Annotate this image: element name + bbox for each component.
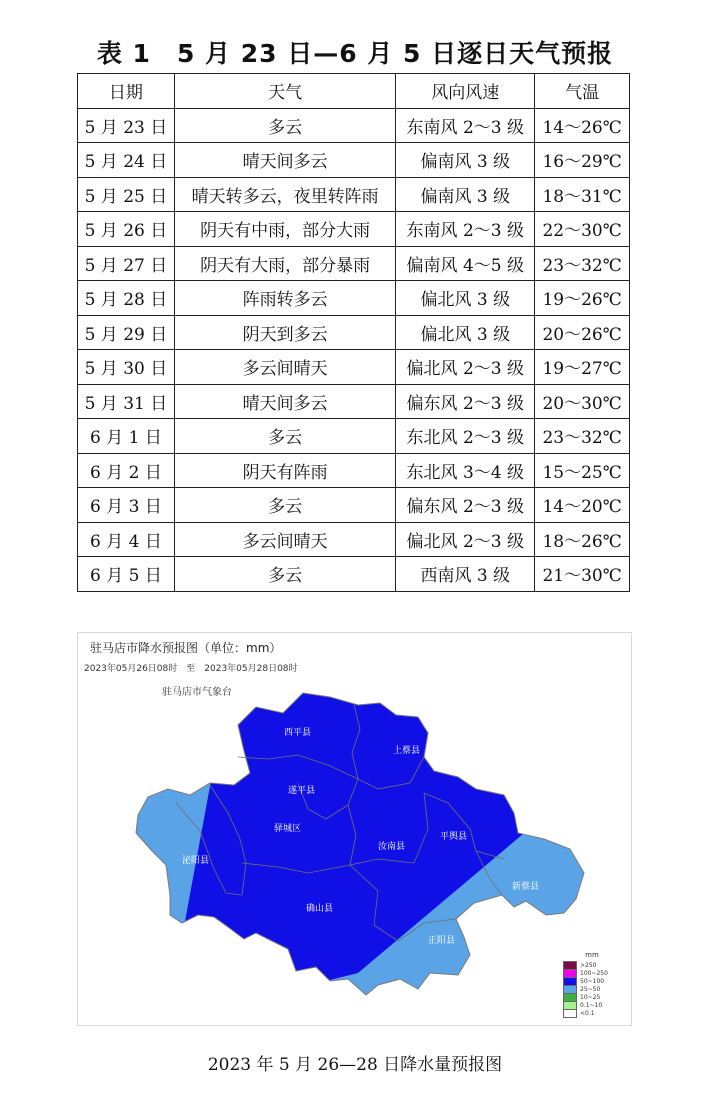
weather-cell: 阴天有阵雨 [174, 453, 396, 488]
table-row [78, 557, 630, 592]
wind-cell: 偏南风 4～5 级 [396, 246, 535, 281]
table-header-row [78, 74, 630, 109]
header-date: 日期 [78, 74, 175, 109]
temperature-cell: 18～26℃ [535, 522, 630, 557]
county-label-zhengyang: 正阳县 [428, 936, 456, 946]
map-legend [563, 951, 621, 1017]
wind-cell: 东南风 2～3 级 [396, 108, 535, 143]
weather-cell: 阵雨转多云 [174, 281, 396, 316]
table-row [78, 315, 630, 350]
legend-label: >250 [580, 961, 597, 969]
date-cell: 5 月 23 日 [78, 108, 175, 143]
date-cell: 5 月 24 日 [78, 143, 175, 178]
legend-items [563, 961, 621, 1017]
temperature-cell: 14～26℃ [535, 108, 630, 143]
date-cell: 6 月 1 日 [78, 419, 175, 454]
legend-unit: mm [585, 951, 599, 959]
temperature-cell: 22～30℃ [535, 212, 630, 247]
legend-label: 0.1~10 [580, 1001, 603, 1009]
table-header [78, 74, 630, 109]
date-cell: 5 月 30 日 [78, 350, 175, 385]
wind-cell: 西南风 3 级 [396, 557, 535, 592]
weather-cell: 晴天转多云，夜里转阵雨 [174, 177, 396, 212]
table-row [78, 384, 630, 419]
legend-label: 25~50 [580, 985, 601, 993]
wind-cell: 偏东风 2～3 级 [396, 384, 535, 419]
date-cell: 5 月 31 日 [78, 384, 175, 419]
header-temperature: 气温 [535, 74, 630, 109]
date-cell: 6 月 5 日 [78, 557, 175, 592]
wind-cell: 东北风 3～4 级 [396, 453, 535, 488]
temperature-cell: 23～32℃ [535, 419, 630, 454]
date-cell: 6 月 4 日 [78, 522, 175, 557]
header-weather: 天气 [174, 74, 396, 109]
weather-cell: 多云 [174, 419, 396, 454]
legend-label: 50~100 [580, 977, 605, 985]
map-issuer: 驻马店市气象台 [162, 687, 232, 698]
map-title: 驻马店市降水预报图（单位：mm） [90, 641, 282, 655]
date-cell: 5 月 26 日 [78, 212, 175, 247]
weather-forecast-table [77, 73, 630, 592]
legend-label: <0.1 [580, 1009, 595, 1017]
county-label-biyang: 泌阳县 [182, 856, 210, 866]
temperature-cell: 21～30℃ [535, 557, 630, 592]
wind-cell: 偏北风 2～3 级 [396, 522, 535, 557]
map-time-range: 2023年05月26日08时 至 2023年05月28日08时 [84, 664, 298, 674]
county-label-suiping: 遂平县 [288, 786, 316, 796]
temperature-cell: 23～32℃ [535, 246, 630, 281]
county-label-yicheng: 驿城区 [274, 824, 302, 834]
header-wind: 风向风速 [396, 74, 535, 109]
map-caption: 2023 年 5 月 26—28 日降水量预报图 [207, 1055, 503, 1075]
weather-cell: 阴天有中雨，部分大雨 [174, 212, 396, 247]
county-label-xincai: 新蔡县 [512, 882, 540, 892]
weather-cell: 多云间晴天 [174, 522, 396, 557]
weather-cell: 晴天间多云 [174, 143, 396, 178]
weather-cell: 多云 [174, 488, 396, 523]
table-title: 表 1 5 月 23 日—6 月 5 日逐日天气预报 [96, 39, 614, 68]
weather-cell: 多云间晴天 [174, 350, 396, 385]
wind-cell: 偏北风 2～3 级 [396, 350, 535, 385]
temperature-cell: 15～25℃ [535, 453, 630, 488]
weather-cell: 阴天到多云 [174, 315, 396, 350]
date-cell: 5 月 29 日 [78, 315, 175, 350]
temperature-cell: 20～26℃ [535, 315, 630, 350]
county-label-queshan: 确山县 [306, 904, 334, 914]
legend-label: 10~25 [580, 993, 601, 1001]
table-row [78, 143, 630, 178]
weather-cell: 晴天间多云 [174, 384, 396, 419]
wind-cell: 偏北风 3 级 [396, 281, 535, 316]
temperature-cell: 19～27℃ [535, 350, 630, 385]
wind-cell: 偏南风 3 级 [396, 143, 535, 178]
weather-cell: 多云 [174, 557, 396, 592]
county-label-pingyu: 平舆县 [440, 832, 468, 842]
date-cell: 5 月 25 日 [78, 177, 175, 212]
wind-cell: 偏南风 3 级 [396, 177, 535, 212]
county-label-shangcai: 上蔡县 [393, 746, 421, 756]
table-row [78, 281, 630, 316]
date-cell: 6 月 3 日 [78, 488, 175, 523]
wind-cell: 东北风 2～3 级 [396, 419, 535, 454]
table-row [78, 522, 630, 557]
table-row [78, 419, 630, 454]
county-label-runan: 汝南县 [378, 842, 406, 852]
table-row [78, 246, 630, 281]
temperature-cell: 18～31℃ [535, 177, 630, 212]
date-cell: 5 月 27 日 [78, 246, 175, 281]
table-body [78, 108, 630, 591]
wind-cell: 偏东风 2～3 级 [396, 488, 535, 523]
temperature-cell: 14～20℃ [535, 488, 630, 523]
precipitation-map [77, 632, 632, 1026]
table-row [78, 108, 630, 143]
temperature-cell: 16～29℃ [535, 143, 630, 178]
heavy-rain-zone [168, 673, 548, 1013]
date-cell: 5 月 28 日 [78, 281, 175, 316]
wind-cell: 偏北风 3 级 [396, 315, 535, 350]
table-row [78, 177, 630, 212]
table-row [78, 488, 630, 523]
table-row [78, 212, 630, 247]
table-row [78, 453, 630, 488]
legend-swatch [563, 1009, 577, 1018]
weather-cell: 多云 [174, 108, 396, 143]
temperature-cell: 20～30℃ [535, 384, 630, 419]
county-label-xiping: 西平县 [284, 728, 312, 738]
wind-cell: 东南风 2～3 级 [396, 212, 535, 247]
weather-cell: 阴天有大雨，部分暴雨 [174, 246, 396, 281]
map-svg [78, 633, 631, 1025]
legend-item [563, 1009, 621, 1017]
table-row [78, 350, 630, 385]
legend-label: 100~250 [580, 969, 608, 977]
temperature-cell: 19～26℃ [535, 281, 630, 316]
date-cell: 6 月 2 日 [78, 453, 175, 488]
